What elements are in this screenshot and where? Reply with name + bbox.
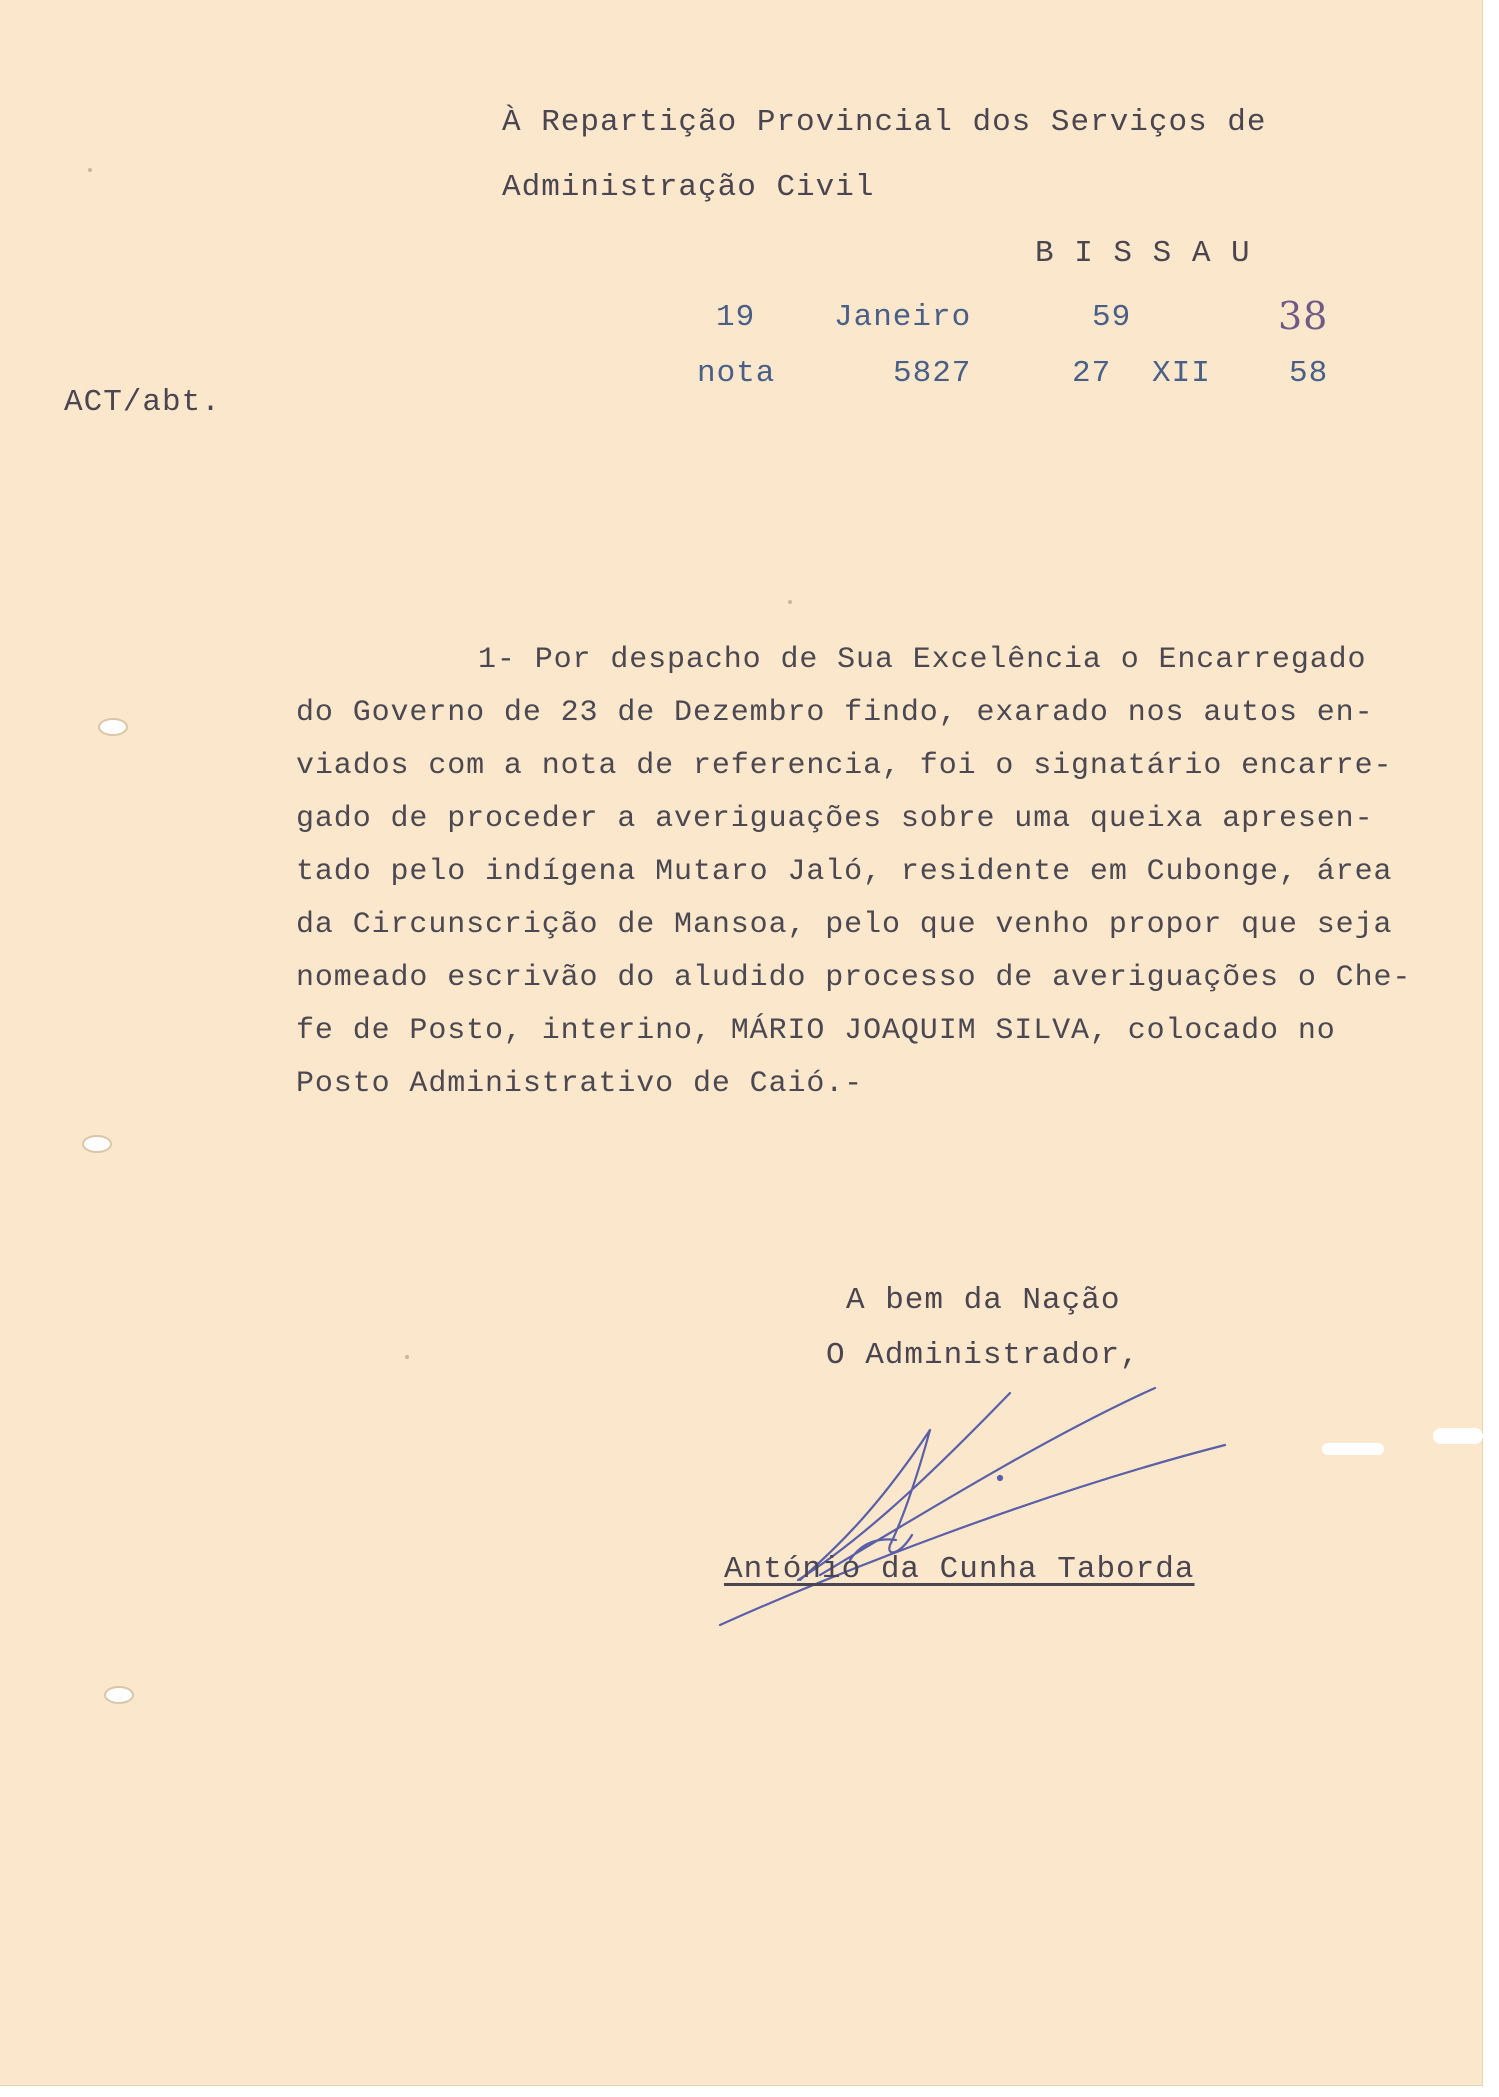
date-day: 19 [716, 300, 756, 335]
date-year: 59 [1092, 300, 1132, 335]
reference-month: XII [1152, 356, 1211, 391]
reference-day: 27 [1072, 356, 1112, 391]
body-line-5: tado pelo indígena Mutaro Jaló, residente em Cubonge, área [296, 855, 1393, 889]
body-line-1: 1- Por despacho de Sua Excelência o Encarregado [478, 643, 1367, 677]
body-line-4: gado de proceder a averiguações sobre uma queixa apresen- [296, 802, 1374, 836]
paper-speck [405, 1355, 409, 1359]
signatory-name: António da Cunha Taborda [724, 1552, 1195, 1587]
closing-title: O Administrador, [826, 1338, 1140, 1373]
body-line-9: Posto Administrativo de Caió.- [296, 1067, 864, 1101]
closing-salutation: A bem da Nação [846, 1283, 1121, 1318]
recipient-line-2: Administração Civil [502, 170, 875, 205]
reference-code: ACT/abt. [64, 385, 221, 420]
handwritten-number: 38 [1278, 294, 1329, 338]
body-line-3: viados com a nota de referencia, foi o signatário encarre- [296, 749, 1393, 783]
paper-speck [88, 168, 92, 172]
paper-speck [788, 600, 792, 604]
recipient-city: B I S S A U [1035, 236, 1251, 271]
date-month: Janeiro [834, 300, 972, 335]
body-line-2: do Governo de 23 de Dezembro findo, exarado nos autos en- [296, 696, 1374, 730]
recipient-line-1: À Repartição Provincial dos Serviços de [502, 105, 1267, 140]
body-line-7: nomeado escrivão do aludido processo de averiguações o Che- [296, 961, 1412, 995]
punch-hole-middle [82, 1135, 112, 1153]
punch-hole-top [98, 718, 128, 736]
body-line-6: da Circunscrição de Mansoa, pelo que venho propor que seja [296, 908, 1393, 942]
reference-label: nota [697, 356, 776, 391]
reference-number: 5827 [893, 356, 972, 391]
handwritten-signature [700, 1375, 1240, 1635]
punch-hole-bottom [104, 1686, 134, 1704]
paper-tear-right-1 [1322, 1443, 1384, 1455]
reference-year: 58 [1289, 356, 1329, 391]
body-line-8: fe de Posto, interino, MÁRIO JOAQUIM SILVA, colocado no [296, 1014, 1336, 1048]
paper-tear-right-2 [1433, 1428, 1483, 1444]
